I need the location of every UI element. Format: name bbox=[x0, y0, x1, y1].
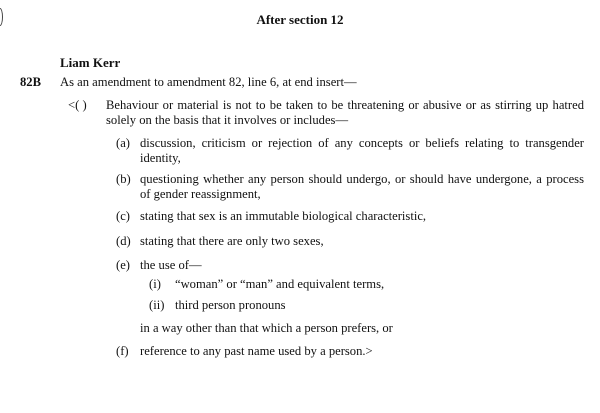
item-f-text: reference to any past name used by a person.> bbox=[140, 344, 373, 358]
item-c-text: stating that sex is an immutable biological characteristic, bbox=[140, 209, 427, 223]
subitem-ii-label: (ii) bbox=[149, 298, 165, 312]
item-d-text: stating that there are only two sexes, bbox=[140, 234, 324, 248]
item-d-label: (d) bbox=[116, 234, 131, 248]
item-c-label: (c) bbox=[116, 209, 130, 223]
subitem-i-text: “woman” or “man” and equivalent terms, bbox=[175, 277, 385, 291]
item-a-label: (a) bbox=[116, 136, 130, 150]
amendment-number: 82B bbox=[20, 75, 41, 89]
insert-lead-text: Behaviour or material is not to be taken to be threatening or abusive or as stirring up hatred solely on the basis that it involves or includes— bbox=[106, 98, 584, 127]
amendment-author: Liam Kerr bbox=[60, 55, 121, 70]
subitem-tail-text: in a way other than that which a person prefers, or bbox=[140, 321, 393, 335]
section-heading: After section 12 bbox=[256, 12, 344, 27]
item-e-text: the use of— bbox=[140, 258, 202, 272]
amendment-instruction: As an amendment to amendment 82, line 6, at end insert— bbox=[60, 75, 357, 89]
item-f-label: (f) bbox=[116, 344, 129, 358]
insert-marker: <( ) bbox=[68, 98, 87, 112]
item-b-text: questioning whether any person should undergo, or should have undergone, a process of gender reassignment, bbox=[140, 172, 584, 201]
item-e-label: (e) bbox=[116, 258, 130, 272]
subitem-ii-text: third person pronouns bbox=[175, 298, 286, 312]
item-b-label: (b) bbox=[116, 172, 131, 186]
subitem-i-label: (i) bbox=[149, 277, 161, 291]
item-a-text: discussion, criticism or rejection of any concepts or beliefs relating to transgender identity, bbox=[140, 136, 584, 165]
